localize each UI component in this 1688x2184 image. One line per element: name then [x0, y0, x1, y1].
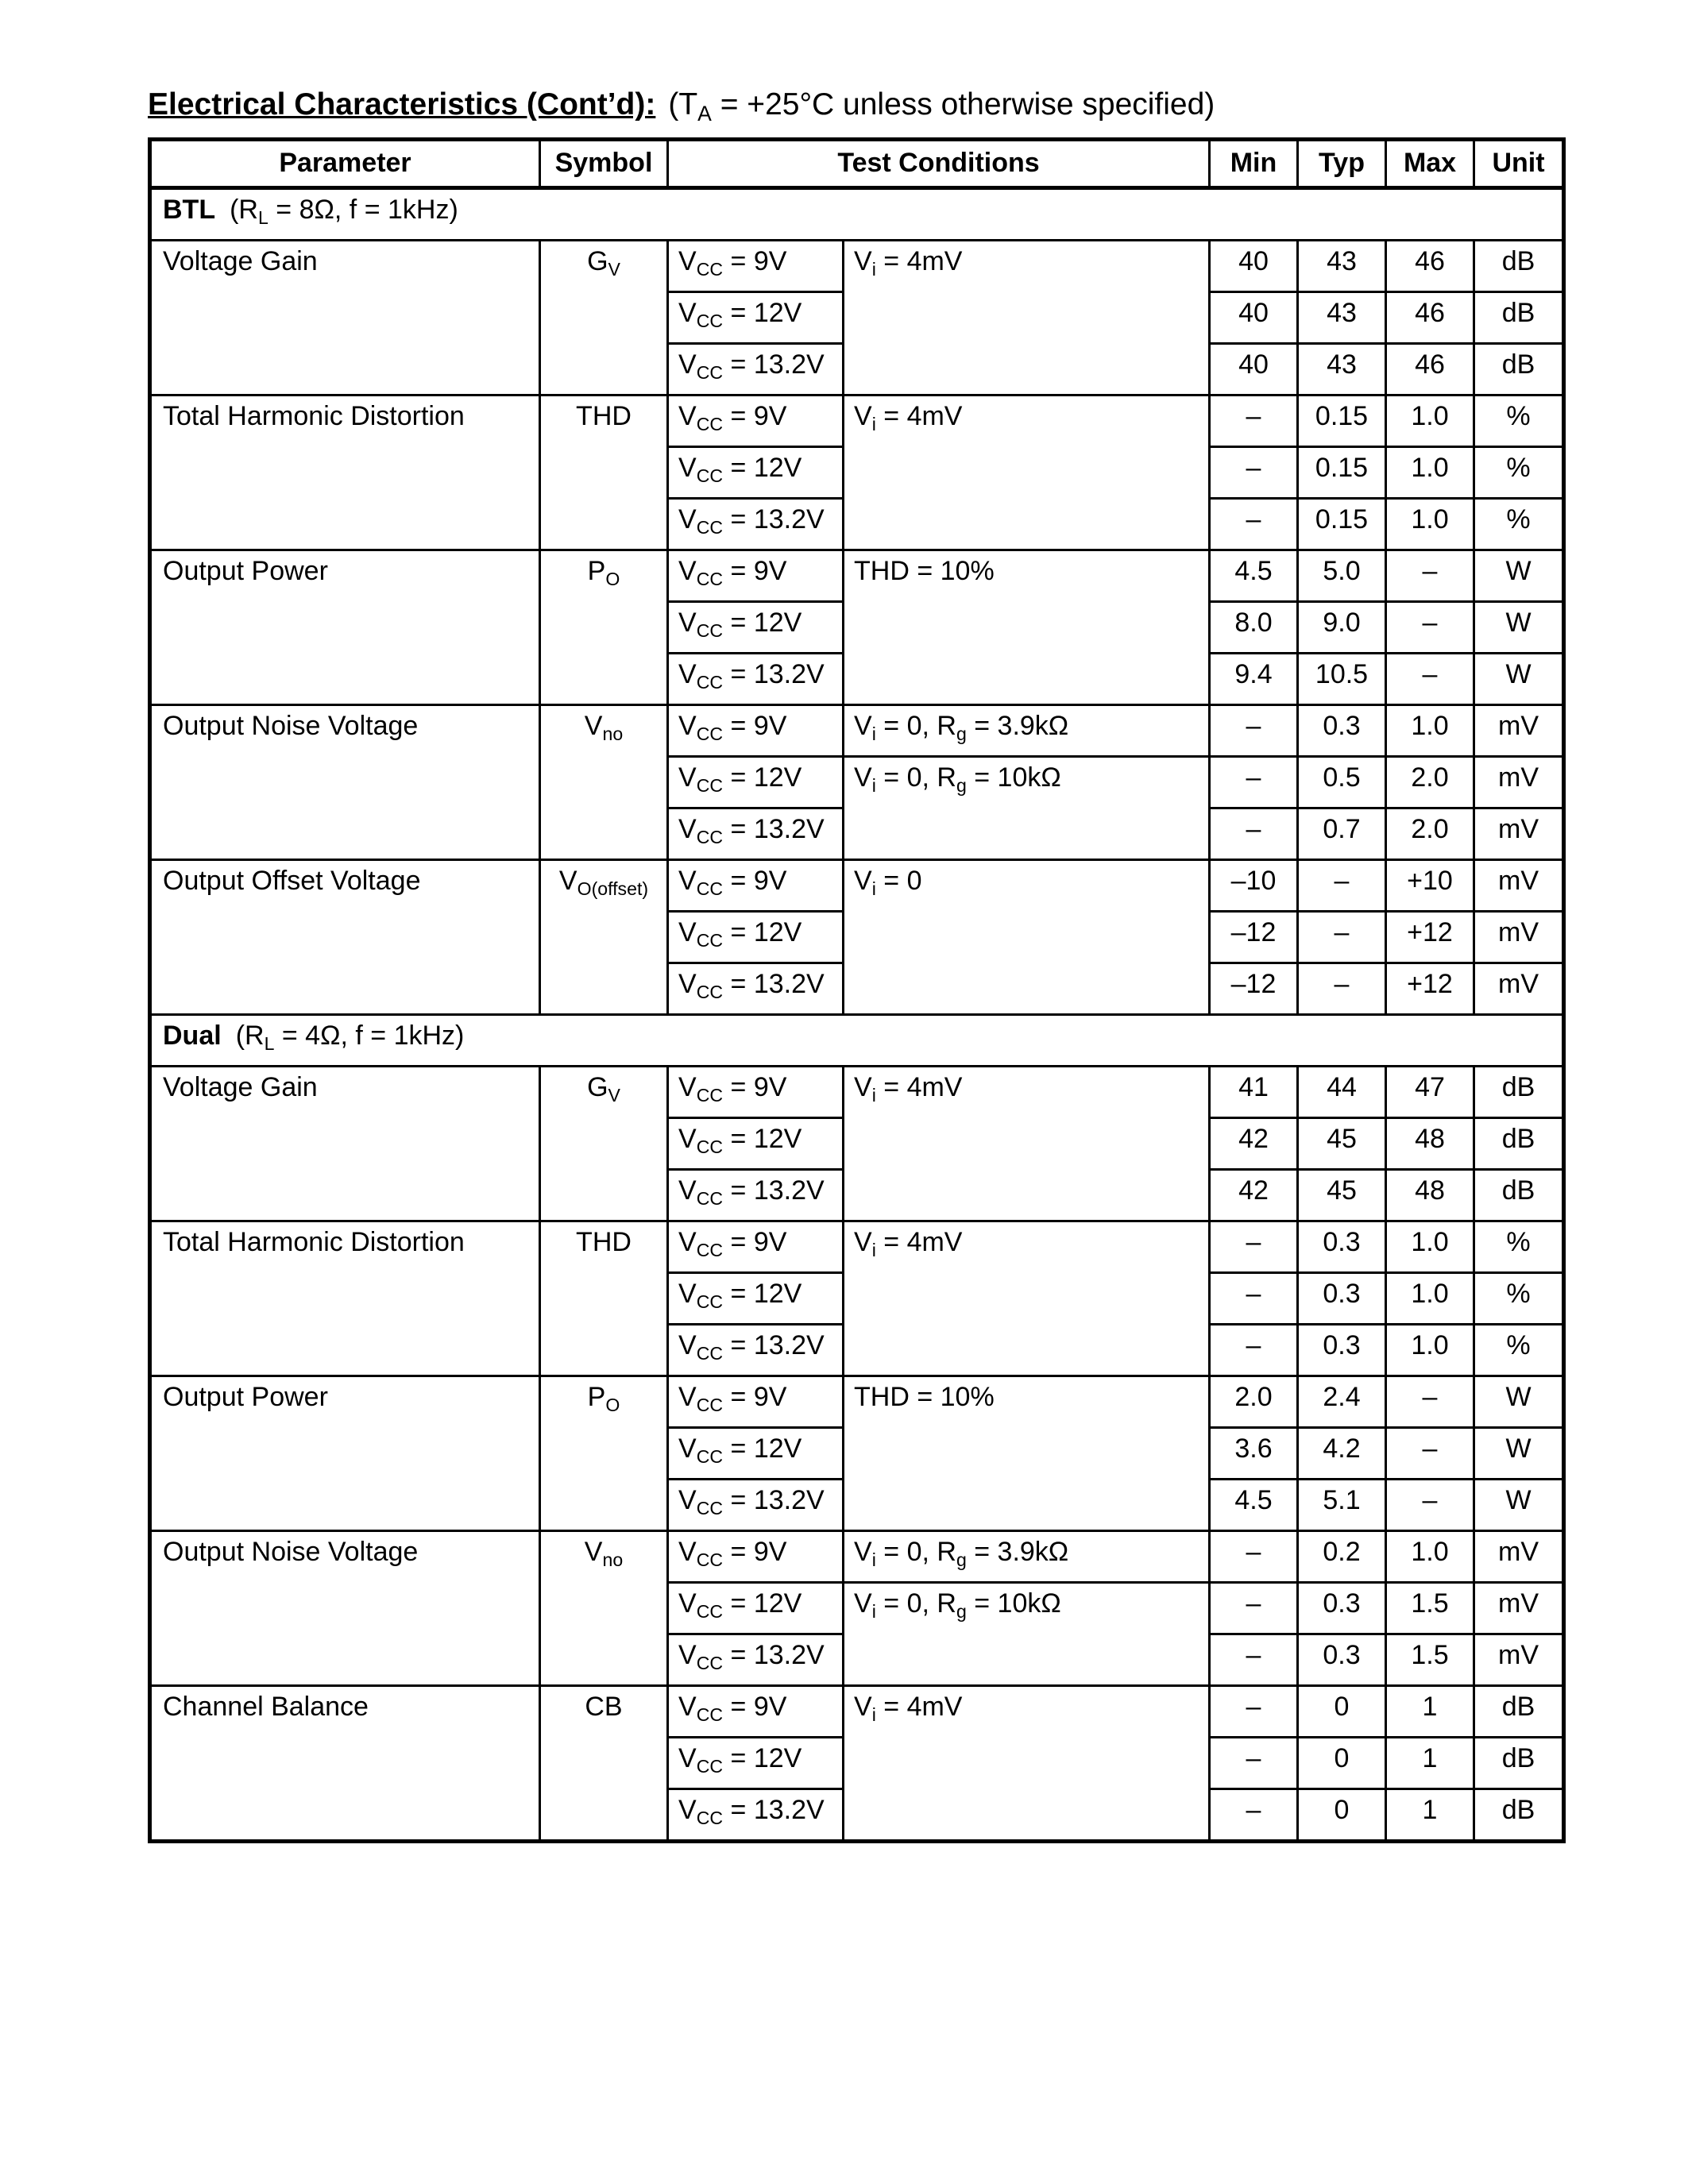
unit: mV — [1474, 1531, 1564, 1583]
min-value: 4.5 — [1210, 550, 1298, 602]
unit: dB — [1474, 1738, 1564, 1789]
min-value: 3.6 — [1210, 1428, 1298, 1480]
test-condition: $V_i = 0$, $R_g = 10k\Omega$ — [844, 1583, 1210, 1686]
supply-voltage-condition: $V_{CC} = 13.2V$ — [668, 1325, 844, 1376]
supply-voltage-condition: $V_{CC} = 13.2V$ — [668, 1170, 844, 1221]
typ-value: 43 — [1298, 292, 1386, 344]
typ-value: 0.3 — [1298, 705, 1386, 757]
min-value: –12 — [1210, 963, 1298, 1015]
unit: % — [1474, 1325, 1564, 1376]
typ-value: 9.0 — [1298, 602, 1386, 654]
max-value: 1.0 — [1386, 1221, 1474, 1273]
col-header-unit: Unit — [1474, 140, 1564, 188]
supply-voltage-condition: $V_{CC} = 12V$ — [668, 912, 844, 963]
min-value: 40 — [1210, 292, 1298, 344]
min-value: 40 — [1210, 344, 1298, 396]
unit: dB — [1474, 1170, 1564, 1221]
col-header-typ: Typ — [1298, 140, 1386, 188]
typ-value: 0.2 — [1298, 1531, 1386, 1583]
supply-voltage-condition: $V_{CC} = 9V$ — [668, 1221, 844, 1273]
max-value: – — [1386, 1428, 1474, 1480]
parameter-name: Output Power — [150, 550, 540, 705]
typ-value: 45 — [1298, 1118, 1386, 1170]
min-value: – — [1210, 1634, 1298, 1686]
supply-voltage-condition: $V_{CC} = 9V$ — [668, 1376, 844, 1428]
header-row — [150, 140, 1564, 188]
test-condition: $V_i = 0$ — [844, 860, 1210, 1015]
test-condition: $V_i = 4mV$ — [844, 241, 1210, 396]
parameter-name: Voltage Gain — [150, 241, 540, 396]
max-value: 46 — [1386, 292, 1474, 344]
max-value: +10 — [1386, 860, 1474, 912]
typ-value: 44 — [1298, 1067, 1386, 1118]
min-value: – — [1210, 705, 1298, 757]
max-value: 2.0 — [1386, 808, 1474, 860]
section-header — [150, 188, 1564, 241]
unit: W — [1474, 602, 1564, 654]
parameter-name: Channel Balance — [150, 1686, 540, 1842]
min-value: – — [1210, 1531, 1298, 1583]
unit: mV — [1474, 963, 1564, 1015]
section-conditions: ($R_L = 4\Omega$, f = 1kHz) — [235, 1021, 465, 1054]
parameter-symbol: $P_O$ — [540, 1376, 668, 1531]
unit: W — [1474, 550, 1564, 602]
heading-title: Electrical Characteristics (Cont’d): — [148, 87, 656, 122]
supply-voltage-condition: $V_{CC} = 13.2V$ — [668, 1789, 844, 1842]
unit: dB — [1474, 292, 1564, 344]
max-value: 47 — [1386, 1067, 1474, 1118]
col-header-max: Max — [1386, 140, 1474, 188]
min-value: 9.4 — [1210, 654, 1298, 705]
test-condition: $V_i = 4mV$ — [844, 1067, 1210, 1221]
unit: dB — [1474, 241, 1564, 292]
supply-voltage-condition: $V_{CC} = 12V$ — [668, 1738, 844, 1789]
max-value: +12 — [1386, 963, 1474, 1015]
min-value: – — [1210, 499, 1298, 550]
unit: mV — [1474, 705, 1564, 757]
typ-value: 0.7 — [1298, 808, 1386, 860]
max-value: 1.0 — [1386, 396, 1474, 447]
supply-voltage-condition: $V_{CC} = 12V$ — [668, 1273, 844, 1325]
max-value: 2.0 — [1386, 757, 1474, 808]
unit: mV — [1474, 1634, 1564, 1686]
supply-voltage-condition: $V_{CC} = 9V$ — [668, 241, 844, 292]
unit: % — [1474, 1221, 1564, 1273]
min-value: – — [1210, 447, 1298, 499]
min-value: – — [1210, 396, 1298, 447]
min-value: – — [1210, 1789, 1298, 1842]
typ-value: 4.2 — [1298, 1428, 1386, 1480]
parameter-name: Voltage Gain — [150, 1067, 540, 1221]
unit: % — [1474, 396, 1564, 447]
max-value: 1.0 — [1386, 1531, 1474, 1583]
typ-value: 0.5 — [1298, 757, 1386, 808]
parameter-symbol: $P_O$ — [540, 550, 668, 705]
section-row — [150, 188, 1564, 241]
supply-voltage-condition: $V_{CC} = 12V$ — [668, 1428, 844, 1480]
typ-value: 0.15 — [1298, 499, 1386, 550]
min-value: 2.0 — [1210, 1376, 1298, 1428]
unit: dB — [1474, 344, 1564, 396]
unit: % — [1474, 1273, 1564, 1325]
typ-value: 2.4 — [1298, 1376, 1386, 1428]
max-value: 1 — [1386, 1686, 1474, 1738]
min-value: – — [1210, 808, 1298, 860]
test-condition: $V_i = 4mV$ — [844, 396, 1210, 550]
unit: dB — [1474, 1789, 1564, 1842]
section-name: Dual — [163, 1021, 222, 1051]
supply-voltage-condition: $V_{CC} = 12V$ — [668, 1583, 844, 1634]
typ-value: – — [1298, 912, 1386, 963]
max-value: 1.0 — [1386, 705, 1474, 757]
supply-voltage-condition: $V_{CC} = 9V$ — [668, 860, 844, 912]
page-heading — [148, 87, 1215, 125]
supply-voltage-condition: $V_{CC} = 12V$ — [668, 757, 844, 808]
supply-voltage-condition: $V_{CC} = 9V$ — [668, 1531, 844, 1583]
table-row — [150, 1067, 1564, 1118]
supply-voltage-condition: $V_{CC} = 9V$ — [668, 1686, 844, 1738]
typ-value: 0 — [1298, 1789, 1386, 1842]
max-value: 46 — [1386, 344, 1474, 396]
parameter-symbol: $G_V$ — [540, 1067, 668, 1221]
test-condition: $V_i = 4mV$ — [844, 1221, 1210, 1376]
typ-value: – — [1298, 963, 1386, 1015]
table-body — [150, 188, 1564, 1842]
parameter-symbol: $V_{no}$ — [540, 705, 668, 860]
col-header-parameter: Parameter — [150, 140, 540, 188]
max-value: 1.0 — [1386, 499, 1474, 550]
section-name: BTL — [163, 195, 216, 225]
supply-voltage-condition: $V_{CC} = 13.2V$ — [668, 963, 844, 1015]
section-header — [150, 1015, 1564, 1067]
typ-value: 0.15 — [1298, 447, 1386, 499]
min-value: 4.5 — [1210, 1480, 1298, 1531]
table-row — [150, 1376, 1564, 1428]
unit: W — [1474, 654, 1564, 705]
parameter-symbol: $V_{no}$ — [540, 1531, 668, 1686]
supply-voltage-condition: $V_{CC} = 12V$ — [668, 1118, 844, 1170]
supply-voltage-condition: $V_{CC} = 12V$ — [668, 447, 844, 499]
test-condition: THD = 10% — [844, 1376, 1210, 1531]
max-value: 1.5 — [1386, 1583, 1474, 1634]
min-value: – — [1210, 1221, 1298, 1273]
unit: dB — [1474, 1067, 1564, 1118]
typ-value: 0.3 — [1298, 1221, 1386, 1273]
min-value: – — [1210, 1273, 1298, 1325]
unit: mV — [1474, 808, 1564, 860]
min-value: 42 — [1210, 1170, 1298, 1221]
min-value: –10 — [1210, 860, 1298, 912]
table-row — [150, 1686, 1564, 1738]
typ-value: 43 — [1298, 344, 1386, 396]
min-value: – — [1210, 1738, 1298, 1789]
table-row — [150, 396, 1564, 447]
unit: dB — [1474, 1118, 1564, 1170]
section-row — [150, 1015, 1564, 1067]
unit: mV — [1474, 757, 1564, 808]
parameter-symbol: CB — [540, 1686, 668, 1842]
section-conditions: ($R_L = 8\Omega$, f = 1kHz) — [230, 195, 458, 228]
max-value: +12 — [1386, 912, 1474, 963]
max-value: 48 — [1386, 1118, 1474, 1170]
unit: mV — [1474, 1583, 1564, 1634]
typ-value: 0 — [1298, 1738, 1386, 1789]
col-header-test-conditions: Test Conditions — [668, 140, 1210, 188]
typ-value: 0.3 — [1298, 1583, 1386, 1634]
max-value: 1.0 — [1386, 447, 1474, 499]
supply-voltage-condition: $V_{CC} = 9V$ — [668, 705, 844, 757]
parameter-symbol: THD — [540, 396, 668, 550]
min-value: 40 — [1210, 241, 1298, 292]
unit: W — [1474, 1376, 1564, 1428]
unit: mV — [1474, 860, 1564, 912]
unit: % — [1474, 447, 1564, 499]
min-value: 41 — [1210, 1067, 1298, 1118]
supply-voltage-condition: $V_{CC} = 13.2V$ — [668, 808, 844, 860]
min-value: 42 — [1210, 1118, 1298, 1170]
supply-voltage-condition: $V_{CC} = 9V$ — [668, 396, 844, 447]
test-condition: $V_i = 0$, $R_g = 3.9k\Omega$ — [844, 1531, 1210, 1583]
parameter-name: Output Power — [150, 1376, 540, 1531]
supply-voltage-condition: $V_{CC} = 13.2V$ — [668, 1634, 844, 1686]
parameter-name: Output Noise Voltage — [150, 705, 540, 860]
parameter-name: Total Harmonic Distortion — [150, 396, 540, 550]
max-value: 1 — [1386, 1738, 1474, 1789]
unit: W — [1474, 1480, 1564, 1531]
supply-voltage-condition: $V_{CC} = 13.2V$ — [668, 499, 844, 550]
supply-voltage-condition: $V_{CC} = 9V$ — [668, 550, 844, 602]
max-value: 46 — [1386, 241, 1474, 292]
max-value: – — [1386, 1480, 1474, 1531]
parameter-symbol: $G_V$ — [540, 241, 668, 396]
typ-value: 0.3 — [1298, 1273, 1386, 1325]
typ-value: – — [1298, 860, 1386, 912]
col-header-min: Min — [1210, 140, 1298, 188]
max-value: 1.0 — [1386, 1325, 1474, 1376]
typ-value: 0.3 — [1298, 1634, 1386, 1686]
max-value: – — [1386, 654, 1474, 705]
unit: mV — [1474, 912, 1564, 963]
electrical-characteristics-table — [148, 137, 1566, 1843]
typ-value: 10.5 — [1298, 654, 1386, 705]
min-value: – — [1210, 1583, 1298, 1634]
heading-note: ($T_A = +25^\circ C$ unless otherwise specified) — [668, 87, 1215, 125]
unit: % — [1474, 499, 1564, 550]
supply-voltage-condition: $V_{CC} = 12V$ — [668, 602, 844, 654]
unit: dB — [1474, 1686, 1564, 1738]
test-condition: $V_i = 0$, $R_g = 3.9k\Omega$ — [844, 705, 1210, 757]
max-value: 1.0 — [1386, 1273, 1474, 1325]
typ-value: 45 — [1298, 1170, 1386, 1221]
max-value: – — [1386, 602, 1474, 654]
supply-voltage-condition: $V_{CC} = 13.2V$ — [668, 1480, 844, 1531]
parameter-symbol: $V_{O(offset)}$ — [540, 860, 668, 1015]
max-value: 1.5 — [1386, 1634, 1474, 1686]
typ-value: 0.3 — [1298, 1325, 1386, 1376]
parameter-name: Output Offset Voltage — [150, 860, 540, 1015]
min-value: –12 — [1210, 912, 1298, 963]
table-row — [150, 860, 1564, 912]
unit: W — [1474, 1428, 1564, 1480]
typ-value: 0.15 — [1298, 396, 1386, 447]
parameter-name: Total Harmonic Distortion — [150, 1221, 540, 1376]
parameter-name: Output Noise Voltage — [150, 1531, 540, 1686]
typ-value: 0 — [1298, 1686, 1386, 1738]
typ-value: 43 — [1298, 241, 1386, 292]
supply-voltage-condition: $V_{CC} = 13.2V$ — [668, 344, 844, 396]
typ-value: 5.0 — [1298, 550, 1386, 602]
max-value: 1 — [1386, 1789, 1474, 1842]
test-condition: THD = 10% — [844, 550, 1210, 705]
test-condition: $V_i = 0$, $R_g = 10k\Omega$ — [844, 757, 1210, 860]
min-value: – — [1210, 1686, 1298, 1738]
test-condition: $V_i = 4mV$ — [844, 1686, 1210, 1842]
parameter-symbol: THD — [540, 1221, 668, 1376]
table-row — [150, 1221, 1564, 1273]
supply-voltage-condition: $V_{CC} = 13.2V$ — [668, 654, 844, 705]
max-value: 48 — [1386, 1170, 1474, 1221]
table-row — [150, 241, 1564, 292]
min-value: 8.0 — [1210, 602, 1298, 654]
typ-value: 5.1 — [1298, 1480, 1386, 1531]
table-row — [150, 1531, 1564, 1583]
col-header-symbol: Symbol — [540, 140, 668, 188]
table-row — [150, 705, 1564, 757]
min-value: – — [1210, 1325, 1298, 1376]
min-value: – — [1210, 757, 1298, 808]
supply-voltage-condition: $V_{CC} = 12V$ — [668, 292, 844, 344]
max-value: – — [1386, 550, 1474, 602]
supply-voltage-condition: $V_{CC} = 9V$ — [668, 1067, 844, 1118]
max-value: – — [1386, 1376, 1474, 1428]
table-row — [150, 550, 1564, 602]
